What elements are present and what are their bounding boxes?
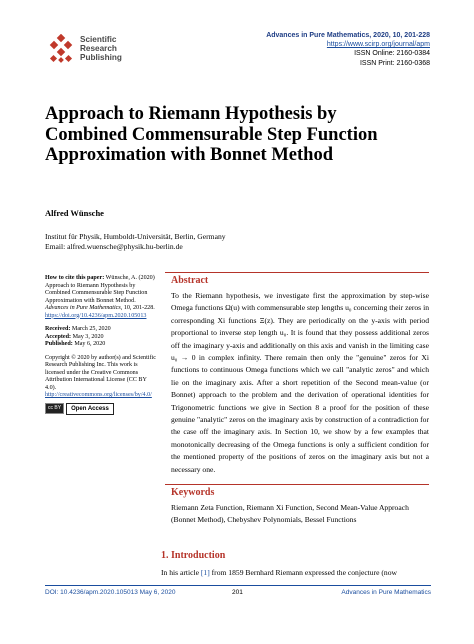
footer-divider [45,585,431,586]
publisher-line-1: Scientific [80,35,117,44]
copyright-block [45,355,157,415]
publisher-name [80,35,122,62]
keywords-heading: Keywords [171,487,215,498]
intro-text-start: In his article [161,568,199,577]
license-link[interactable]: http://creativecommons.org/licenses/by/4.0/ [45,392,152,398]
author-email[interactable]: Email: alfred.wuensche@physik.hu-berlin.de [45,242,183,251]
journal-info [266,31,430,68]
affiliation: Institut für Physik, Humboldt-Universität, Berlin, Germany [45,232,226,241]
journal-url-link[interactable]: https://www.scirp.org/journal/apm [326,41,430,49]
footer-doi: DOI: 10.4236/apm.2020.105013 May 6, 2020 [45,589,176,596]
license-badges [45,403,114,415]
cite-text: Wünsche, A. (2020) Approach to Riemann Hypothesis by Combined Commensurable Step Function Approximation with Bonnet Method. [45,275,155,304]
publisher-line-2: Research [80,44,117,53]
published-date: May 6, 2020 [74,341,106,347]
author-name: Alfred Wünsche [45,208,104,218]
page-number: 201 [232,589,243,596]
affiliation-block [45,232,226,252]
published-label: Published: [45,341,73,347]
cite-label: How to cite this paper: [45,275,105,281]
journal-citation: Advances in Pure Mathematics, 2020, 10, 201-228 [266,32,430,39]
keywords-text: Riemann Zeta Function, Riemann Xi Function, Second Mean-Value Approach (Bonnet Method), Chebyshev Polynomials, Bessel Functions [171,503,409,525]
cite-doi-link[interactable]: https://doi.org/10.4236/apm.2020.105013 [45,312,147,319]
received-label: Received: [45,326,71,332]
intro-text-end: from 1859 Bernhard Riemann expressed the conjecture (now [211,568,397,577]
cite-pages: 10, 201-228. [123,305,155,311]
accepted-label: Accepted: [45,333,72,340]
publisher-line-3: Publishing [80,53,122,62]
introduction-heading: 1. Introduction [161,550,226,561]
paper-title: Approach to Riemann Hypothesis by Combined Commensurable Step Function Approximation with Bonnet Method [45,104,378,165]
reference-link[interactable]: [1] [200,568,210,577]
abstract-divider [165,272,429,273]
abstract-heading: Abstract [171,275,209,286]
page-footer [45,589,431,596]
abstract-text: To the Riemann hypothesis, we investigate first the approximation by step-wise Omega functions Ω(u) with commensurable step lengths u₀ concerning their zeros in corresponding Xi functions Ξ(z). They are periodically on the y-axis with period proportional to inverse step length u₀. It is found that they possess additional zeros off the imaginary y-axis and additionally on this axis and vanish in the limiting case u₀ → 0 in complex infinity. There remain then only the "genuine" zeros for Xi functions to continuous Omega functions which we call "analytic zeros" and which lie on the imaginary axis. After a short repetition of the Second mean-value (or Bonnet) approach to the problem and the derivation of operational identities for Trigonometric functions we give in Section 8 a proof for the position of these genuine "analytic" zeros on the imaginary axis by construction of a contradiction for the case off the imaginary axis. In Section 10, we show by a few examples that monotonically decreasing of the Omega functions is only a sufficient condition for the mentioned property of the positions of zeros on the imaginary axis but not a necessary one. [171,291,429,474]
issn-online: ISSN Online: 2160-0384 [354,50,430,58]
received-date: March 25, 2020 [71,326,111,332]
introduction-text [161,568,431,578]
issn-print: ISSN Print: 2160-0368 [359,59,430,67]
article-sidebar [45,275,157,421]
citation-block [45,275,157,320]
open-access-badge: Open Access [66,403,114,415]
cite-journal: Advances in Pure Mathematics, [45,305,123,311]
publisher-logo-icon [46,34,76,64]
cc-by-badge-icon: cc BY [45,403,64,414]
dates-block [45,326,157,349]
accepted-date: May 3, 2020 [72,333,104,340]
copyright-text: Copyright © 2020 by author(s) and Scientific Research Publishing Inc. This work is licensed under the Creative Commons Attribution International License (CC BY 4.0). [45,354,156,391]
keywords-divider [165,484,429,485]
footer-journal: Advances in Pure Mathematics [341,589,431,596]
